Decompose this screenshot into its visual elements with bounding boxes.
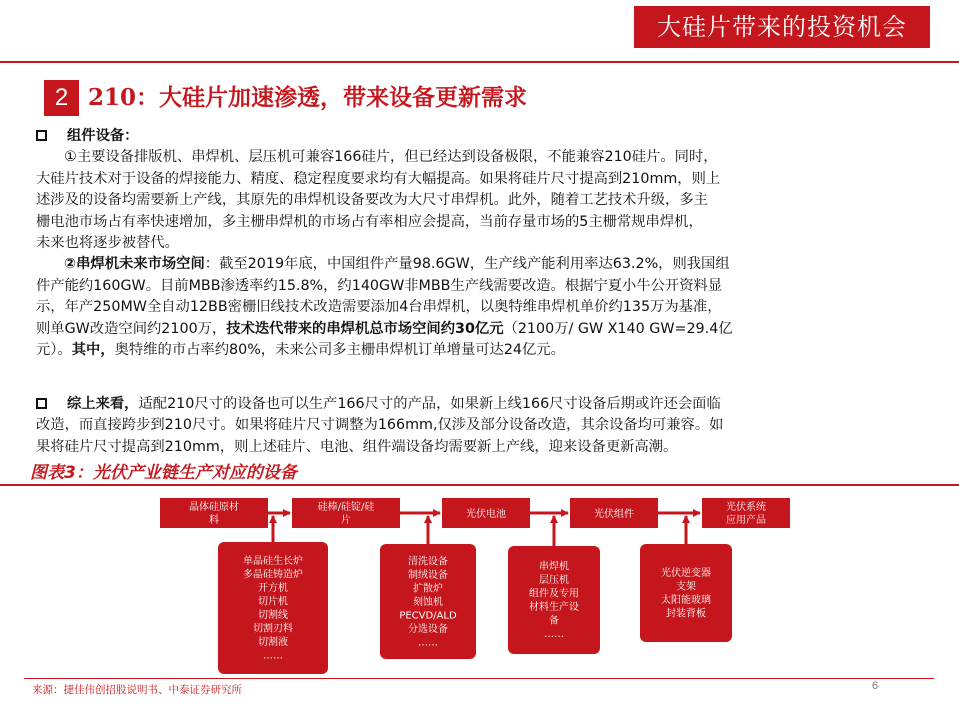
section-title: 210：大硅片加速渗透，带来设备更新需求 [88,84,528,111]
equipment-item: 组件及专用 [529,588,579,600]
equipment-item: 刻蚀机 [413,596,443,608]
equipment-item: 封装背板 [666,608,706,620]
para2-heading: 综上来看， [67,396,139,412]
equipment-group-3 [508,546,600,654]
chain-node-label: 光伏电池 [466,509,506,520]
paragraph-module-equipment [36,126,921,361]
equipment-item: 分选设备 [408,623,448,635]
chain-node-2 [292,498,400,528]
section-number: 2 [44,80,79,116]
source-note: 来源：捷佳伟创招股说明书、中泰证券研究所 [32,684,242,696]
chain-node-4 [570,498,658,528]
equipment-item: 串焊机 [539,561,569,573]
para1-line: 则单GW改造空间约2100万，技术迭代带来的串焊机总市场空间约30亿元（2100万/ GW X140 GW=29.4亿 [36,320,733,337]
para1-line: ②串焊机未来市场空间：截至2019年底，中国组件产量98.6GW，生产线产能利用率达63.2%，则我国组 [64,256,730,273]
para1-line: 栅电池市场占有率快速增加，多主栅串焊机的市场占有率相应会提高，当前存量市场的5主栅常规串焊机， [36,213,703,230]
equipment-item: 单晶硅生长炉 [243,556,303,567]
para1-line: 未来也将逐步被替代。 [36,235,179,252]
chain-node-label: 片 [341,515,351,526]
chain-node-label: 晶体硅原材 [189,502,239,513]
header-divider [0,61,959,63]
equipment-item: 支架 [676,581,696,593]
equipment-item: …… [544,629,564,640]
para2-line: 果将硅片尺寸提高到210mm，则上述硅片、电池、组件端设备均需要新上产线，迎来设备更新高潮。 [36,438,678,455]
chain-node-1 [160,498,268,528]
equipment-item: 制绒设备 [408,569,448,581]
chain-node-5 [702,498,790,528]
figure-title: 图表3：光伏产业链生产对应的设备 [30,463,297,483]
para1-bold: ②串焊机未来市场空间 [64,256,205,273]
equipment-item: 扩散炉 [413,583,443,595]
para1-line: 述涉及的设备均需要新上产线，其原先的串焊机设备要改为大尺寸串焊机。此外，随着工艺技术升级，多主 [36,192,708,209]
chain-node-3 [442,498,530,528]
chain-node-label: 料 [209,515,219,526]
para1-bold: 其中， [71,342,115,359]
para1-line: 大硅片技术对于设备的焊接能力、精度、稳定程度要求均有大幅提高。如果将硅片尺寸提高到210mm，则上 [36,170,721,187]
footer-divider [24,678,934,679]
equipment-item: 清洗设备 [408,556,448,568]
equipment-item: PECVD/ALD [399,610,457,622]
equipment-group-4 [640,544,732,642]
para1-heading: 组件设备： [67,128,139,144]
chain-node-label: 硅棒/硅锭/硅 [317,502,375,513]
header-title: 大硅片带来的投资机会 [634,6,930,48]
equipment-item: 层压机 [539,575,569,586]
checkbox-square-icon [36,130,47,141]
para1-line: 件产能约160GW。目前MBB渗透率约15.8%，约140GW非MBB生产线需要改造。根据宁夏小牛公开资料显 [36,277,723,294]
chain-node-label: 应用产品 [726,515,766,526]
checkbox-square-icon [36,398,47,409]
equipment-group-2 [380,544,476,659]
equipment-item: 切割液 [258,637,288,648]
equipment-item: 开方机 [258,583,288,594]
equipment-item: 备 [549,615,559,627]
para2-line: 改造，而直接跨步到210尺寸。如果将硅片尺寸调整为166mm,仅涉及部分设备改造，其余设备均可兼容。如 [36,417,724,434]
para1-line: ①主要设备排版机、串焊机、层压机可兼容166硅片，但已经达到设备极限，不能兼容210硅片。同时， [64,149,718,166]
equipment-item: 多晶硅铸造炉 [243,569,303,581]
para1-line: 示，年产250MW全自动12BB密栅旧线技术改造需要添加4台串焊机，以奥特维串焊机单价约135万为基准， [36,299,722,316]
para1-heading-line [36,126,921,147]
equipment-item: 太阳能玻璃 [661,595,711,606]
equipment-item: …… [263,650,283,662]
equipment-item: 切片机 [258,596,288,608]
equipment-item: 切割刃料 [253,623,293,635]
equipment-item: …… [418,637,438,649]
equipment-group-1 [218,542,328,674]
equipment-item: 光伏逆变器 [661,568,711,579]
chain-node-label: 光伏组件 [594,509,634,520]
chain-node-label: 光伏系统 [726,502,766,513]
equipment-box [640,544,732,642]
para1-bold: 技术迭代带来的串焊机总市场空间约30亿元 [226,320,504,337]
equipment-item: 切割线 [258,610,288,621]
pv-industry-chain-diagram [0,486,959,676]
para2-line: 综上来看，适配210尺寸的设备也可以生产166尺寸的产品，如果新上线166尺寸设备后期或许还会面临 [36,394,921,415]
para1-line: 元）。其中，奥特维的市占率约80%，未来公司多主栅串焊机订单增量可达24亿元。 [36,342,565,359]
page-number: 6 [872,680,879,692]
equipment-item: 材料生产设 [529,602,579,613]
paragraph-summary [36,394,921,458]
